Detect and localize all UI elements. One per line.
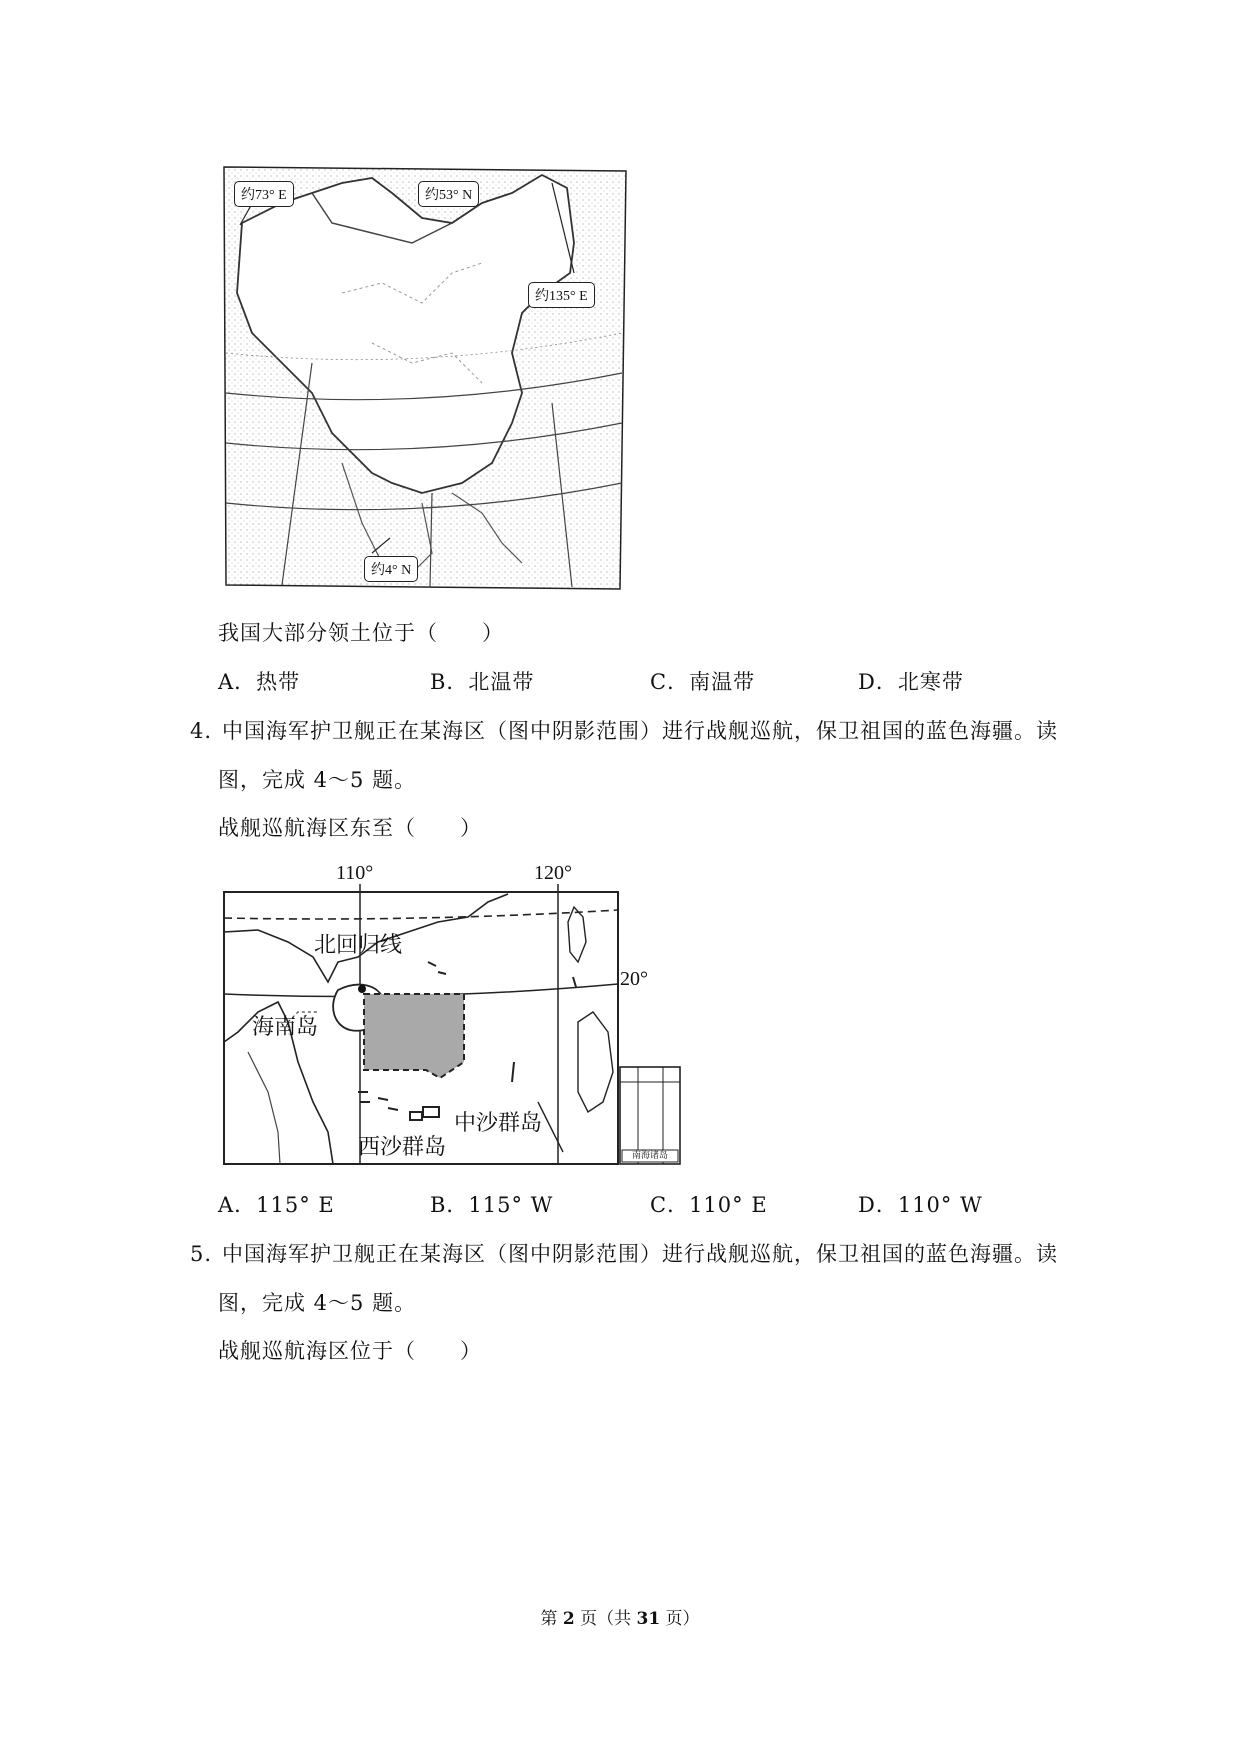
south-china-sea-islands-inset-label: 南海诸岛	[631, 1151, 668, 1161]
label-west-73e: 约73° E	[234, 181, 294, 207]
q4-option-a: A．115° E	[218, 1193, 335, 1217]
zhongsha-islands-label: 中沙群岛	[454, 1111, 543, 1136]
q5-stem-line1: 中国海军护卫舰正在某海区（图中阴影范围）进行战舰巡航，保卫祖国的蓝色海疆。读	[222, 1242, 1058, 1266]
xisha-islands-label: 西沙群岛	[358, 1135, 447, 1160]
q5-sub-question: 战舰巡航海区位于（ ）	[218, 1339, 482, 1363]
q4-stem-line1: 中国海军护卫舰正在某海区（图中阴影范围）进行战舰巡航，保卫祖国的蓝色海疆。读	[222, 719, 1058, 743]
q4-sub-question: 战舰巡航海区东至（ ）	[218, 816, 482, 840]
q3-option-c: C．南温带	[650, 670, 756, 694]
q4-stem-line2: 图，完成 4～5 题。	[218, 768, 417, 792]
latitude-20-label: 20°	[620, 968, 648, 990]
footer-page-number: 2	[562, 1609, 575, 1629]
tropic-of-cancer-label: 北回归线	[314, 933, 403, 958]
q3-stem: 我国大部分领土位于（ ）	[218, 621, 504, 645]
page-footer	[0, 1604, 1240, 1629]
longitude-110-label: 110°	[336, 862, 374, 884]
q5-stem-line2: 图，完成 4～5 题。	[218, 1291, 417, 1315]
footer-total-pages: 31	[636, 1609, 661, 1629]
q3-option-d: D．北寒带	[858, 670, 964, 694]
q4-number: 4.	[190, 719, 213, 743]
q4-option-b: B．115° W	[430, 1193, 554, 1217]
label-east-135e: 约135° E	[528, 282, 595, 308]
q4-option-c: C．110° E	[650, 1193, 768, 1217]
q3-option-a: A．热带	[218, 670, 301, 694]
footer-middle: 页（共	[574, 1609, 637, 1629]
longitude-120-label: 120°	[534, 862, 572, 884]
hainan-island-label: 海南岛	[252, 1015, 319, 1040]
footer-prefix: 第	[540, 1609, 563, 1629]
q4-option-d: D．110° W	[858, 1193, 983, 1217]
q5-number: 5.	[190, 1242, 213, 1266]
china-map-graphic	[222, 163, 628, 593]
label-north-53n: 约53° N	[418, 181, 479, 207]
south-china-sea-map	[218, 862, 688, 1172]
china-map	[222, 163, 628, 593]
label-south-4n: 约4° N	[364, 556, 418, 582]
q3-option-b: B．北温带	[430, 670, 535, 694]
footer-suffix: 页）	[660, 1609, 700, 1629]
